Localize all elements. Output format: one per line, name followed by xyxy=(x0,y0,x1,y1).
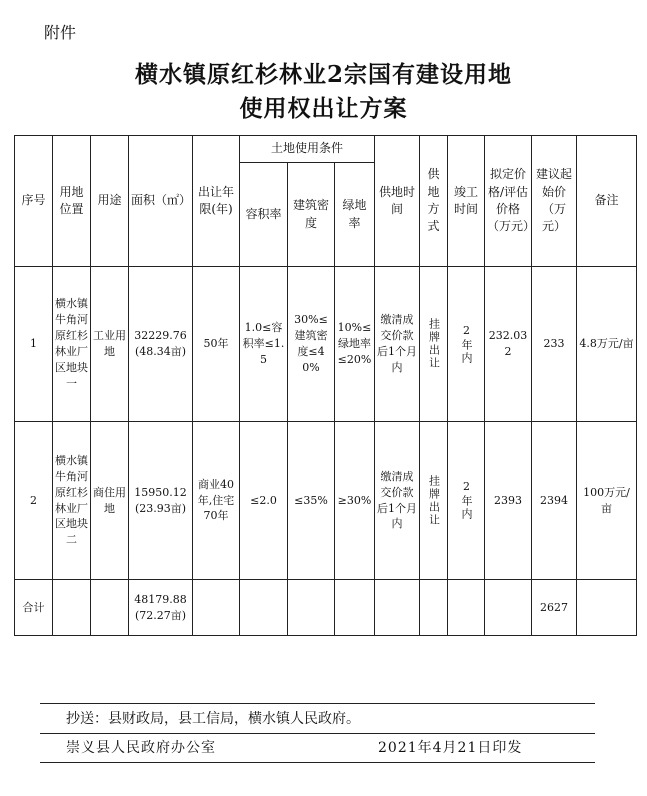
divider-top xyxy=(40,703,595,704)
header-proposed-price: 拟定价格/评估价格（万元） xyxy=(485,136,532,267)
divider-bottom xyxy=(40,762,595,763)
cell-term: 50年 xyxy=(193,267,240,422)
cell-density: 30%≤建筑密度≤40% xyxy=(288,267,335,422)
cell-seq: 2 xyxy=(15,422,53,580)
cell-green-ratio: 10%≤绿地率≤20% xyxy=(335,267,375,422)
cc-recipients: 抄送：县财政局，县工信局，横水镇人民政府。 xyxy=(66,711,360,727)
cell-location: 横水镇牛角河原红杉林业厂区地块二 xyxy=(53,422,91,580)
cell-starting-price: 2394 xyxy=(532,422,577,580)
header-usage: 用途 xyxy=(91,136,129,267)
header-plot-ratio: 容积率 xyxy=(240,163,288,267)
total-empty-cell xyxy=(335,580,375,636)
header-row-1 xyxy=(15,136,637,163)
cell-density: ≤35% xyxy=(288,422,335,580)
total-empty-cell xyxy=(288,580,335,636)
cell-plot-ratio: ≤2.0 xyxy=(240,422,288,580)
header-starting-price: 建议起始价（万元） xyxy=(532,136,577,267)
cell-location: 横水镇牛角河原红杉林业厂区地块一 xyxy=(53,267,91,422)
cell-proposed-price: 2393 xyxy=(485,422,532,580)
cell-supply-method xyxy=(420,267,448,422)
supply-method-text: 挂牌出让 xyxy=(427,318,441,370)
cell-term: 商业40年,住宅70年 xyxy=(193,422,240,580)
cell-area: 32229.76 (48.34亩) xyxy=(129,267,193,422)
cell-usage: 商住用地 xyxy=(91,422,129,580)
cell-seq: 1 xyxy=(15,267,53,422)
header-area: 面积（㎡） xyxy=(129,136,193,267)
header-seq: 序号 xyxy=(15,136,53,267)
issue-date: 2021年4月21日印发 xyxy=(378,740,523,756)
cell-proposed-price: 232.032 xyxy=(485,267,532,422)
table-row xyxy=(15,422,637,580)
document-title-line1: 横水镇原红杉林业2宗国有建设用地 xyxy=(134,61,512,88)
header-land-conditions: 土地使用条件 xyxy=(240,136,375,163)
header-term: 出让年限(年) xyxy=(193,136,240,267)
header-location: 用地位置 xyxy=(53,136,91,267)
total-empty-cell xyxy=(448,580,485,636)
header-supply-time: 供地时间 xyxy=(375,136,420,267)
total-label: 合计 xyxy=(15,580,53,636)
cell-plot-ratio: 1.0≤容积率≤1.5 xyxy=(240,267,288,422)
total-starting-price: 2627 xyxy=(532,580,577,636)
cell-usage: 工业用地 xyxy=(91,267,129,422)
supply-method-text: 挂牌出让 xyxy=(427,474,441,527)
cell-completion-time xyxy=(448,422,485,580)
attachment-label: 附件 xyxy=(44,23,77,42)
cell-supply-time: 缴清成交价款后1个月内 xyxy=(375,267,420,422)
total-empty-cell xyxy=(485,580,532,636)
cell-starting-price: 233 xyxy=(532,267,577,422)
total-row xyxy=(15,580,637,636)
header-density: 建筑密度 xyxy=(288,163,335,267)
header-green-ratio: 绿地率 xyxy=(335,163,375,267)
cell-area: 15950.12(23.93亩) xyxy=(129,422,193,580)
cell-supply-method xyxy=(420,422,448,580)
document-title-line2: 使用权出让方案 xyxy=(239,95,408,122)
table-row xyxy=(15,267,637,422)
header-completion-time: 竣工时间 xyxy=(448,136,485,267)
completion-time-text: 2年内 xyxy=(459,480,473,521)
total-empty-cell xyxy=(53,580,91,636)
issuing-office: 崇义县人民政府办公室 xyxy=(66,740,216,756)
cell-green-ratio: ≥30% xyxy=(335,422,375,580)
cell-completion-time xyxy=(448,267,485,422)
cell-remarks: 4.8万元/亩 xyxy=(577,267,637,422)
completion-time-text: 2年内 xyxy=(459,323,473,365)
cell-remarks: 100万元/亩 xyxy=(577,422,637,580)
total-area: 48179.88(72.27亩) xyxy=(129,580,193,636)
total-empty-cell xyxy=(420,580,448,636)
total-empty-cell xyxy=(375,580,420,636)
total-empty-cell xyxy=(240,580,288,636)
total-empty-cell xyxy=(193,580,240,636)
total-empty-cell xyxy=(577,580,637,636)
land-transfer-table xyxy=(14,135,637,636)
header-supply-method: 供地方式 xyxy=(420,136,448,267)
header-remarks: 备注 xyxy=(577,136,637,267)
divider-middle xyxy=(40,733,595,734)
cell-supply-time: 缴清成交价款后1个月内 xyxy=(375,422,420,580)
total-empty-cell xyxy=(91,580,129,636)
